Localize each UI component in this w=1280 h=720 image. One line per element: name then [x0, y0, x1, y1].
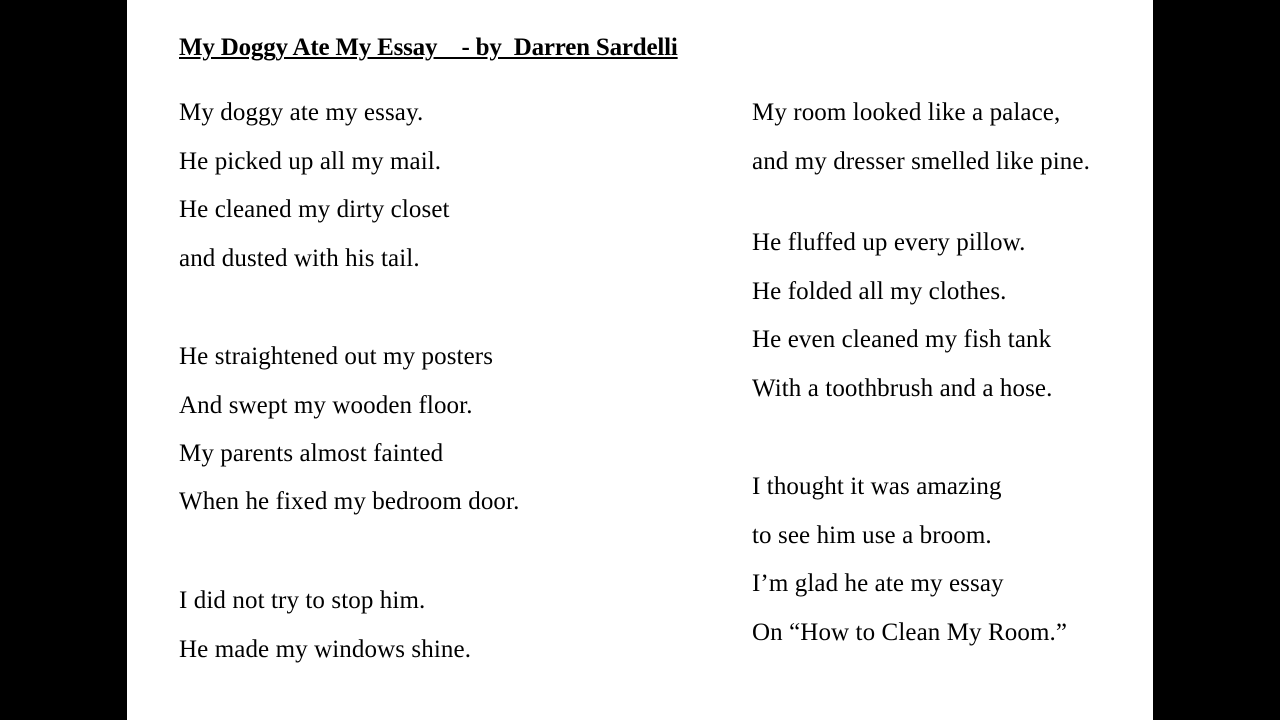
poem-line: My doggy ate my essay.: [179, 99, 424, 126]
poem-line: to see him use a broom.: [752, 522, 992, 549]
poem-line: He straightened out my posters: [179, 343, 494, 370]
poem-line: He fluffed up every pillow.: [752, 229, 1026, 256]
poem-line: I did not try to stop him.: [179, 587, 426, 614]
poem-line: I’m glad he ate my essay: [752, 570, 1004, 597]
poem-line: On “How to Clean My Room.”: [752, 619, 1068, 646]
poem-line: My parents almost fainted: [179, 440, 444, 467]
poem-line: With a toothbrush and a hose.: [752, 375, 1053, 402]
poem-line: My room looked like a palace,: [752, 99, 1061, 126]
document-page: [127, 0, 1153, 720]
poem-line: He picked up all my mail.: [179, 148, 442, 175]
poem-line: He even cleaned my fish tank: [752, 326, 1052, 353]
poem-title: My Doggy Ate My Essay - by Darren Sardelli: [179, 34, 678, 61]
poem-line: When he fixed my bedroom door.: [179, 488, 520, 515]
poem-line: And swept my wooden floor.: [179, 392, 473, 419]
poem-line: and my dresser smelled like pine.: [752, 148, 1090, 175]
poem-line: He made my windows shine.: [179, 636, 472, 663]
poem-line: I thought it was amazing: [752, 473, 1002, 500]
poem-line: He folded all my clothes.: [752, 278, 1007, 305]
poem-line: He cleaned my dirty closet: [179, 196, 450, 223]
poem-line: and dusted with his tail.: [179, 245, 420, 272]
